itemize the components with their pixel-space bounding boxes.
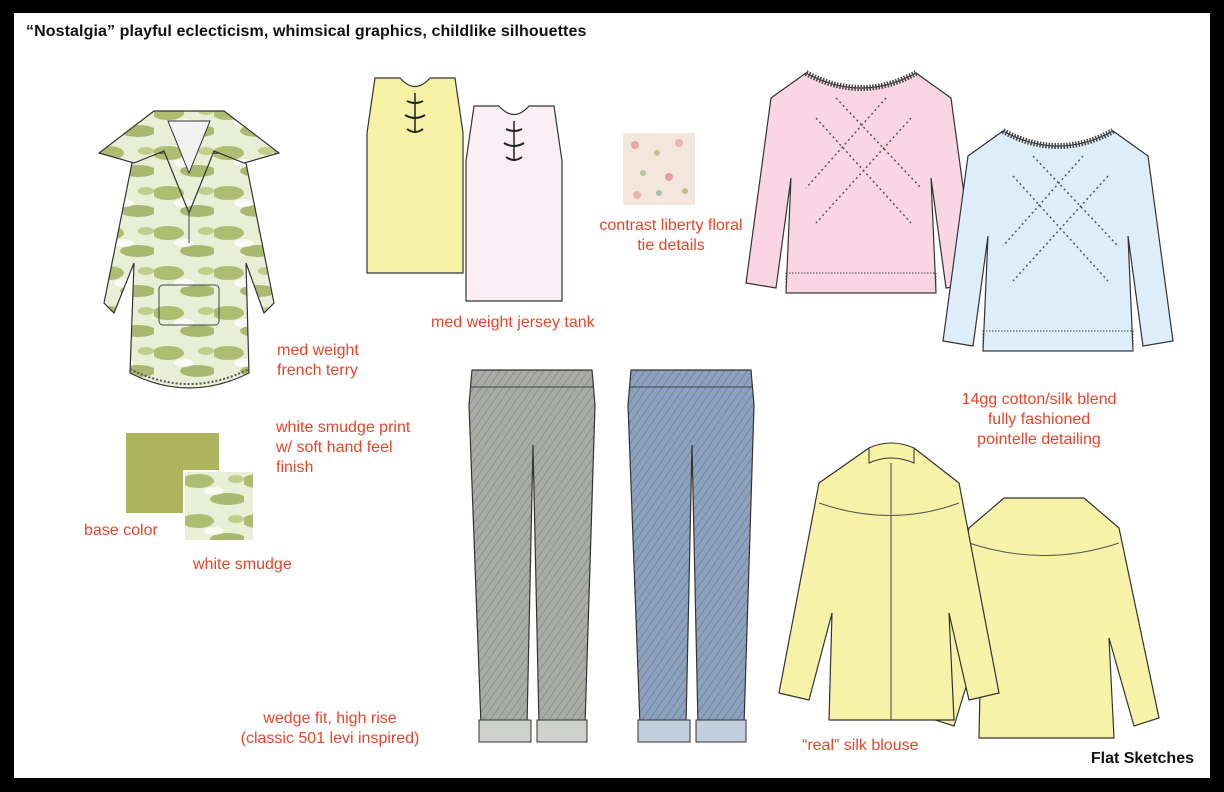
hoodie-fabric-line-1: med weight (277, 342, 359, 359)
print-line-2: w/ soft hand feel (276, 439, 393, 456)
base-color-label: base color (84, 522, 158, 539)
sweater-line-1: 14gg cotton/silk blend (961, 391, 1117, 408)
blouse-front-sketch (774, 438, 1004, 728)
floral-note (586, 216, 756, 256)
blouse-note: “real” silk blouse (802, 737, 919, 754)
flat-sketch-board (14, 13, 1210, 778)
board-footer: Flat Sketches (1090, 750, 1194, 767)
white-smudge-label: white smudge (193, 556, 292, 573)
grey-jeans-sketch (467, 365, 597, 755)
sailor-collar-hoodie-sketch (94, 103, 284, 403)
tank-note: med weight jersey tank (431, 314, 595, 331)
jeans-line-2: (classic 501 levi inspired) (240, 730, 420, 747)
print-line-1: white smudge print (276, 419, 411, 436)
hoodie-fabric-line-2: french terry (277, 362, 358, 379)
sweater-line-3: pointelle detailing (977, 431, 1101, 448)
jeans-line-1: wedge fit, high rise (263, 710, 397, 727)
liberty-floral-swatch (623, 133, 695, 205)
white-smudge-swatch (184, 471, 254, 541)
floral-line-2: tie details (637, 237, 705, 254)
pink-tank-sketch (454, 101, 574, 311)
blue-pointelle-sweater-sketch (943, 116, 1173, 361)
blue-jeans-sketch (626, 365, 756, 755)
hoodie-fabric-note (277, 341, 359, 381)
pink-pointelle-sweater-sketch (746, 58, 976, 303)
board-title: “Nostalgia” playful eclecticism, whimsical graphics, childlike silhouettes (26, 23, 587, 40)
jeans-note (220, 709, 440, 749)
print-note (276, 418, 410, 478)
print-line-3: finish (276, 459, 314, 476)
sweater-line-2: fully fashioned (987, 411, 1091, 428)
floral-line-1: contrast liberty floral (599, 217, 743, 234)
